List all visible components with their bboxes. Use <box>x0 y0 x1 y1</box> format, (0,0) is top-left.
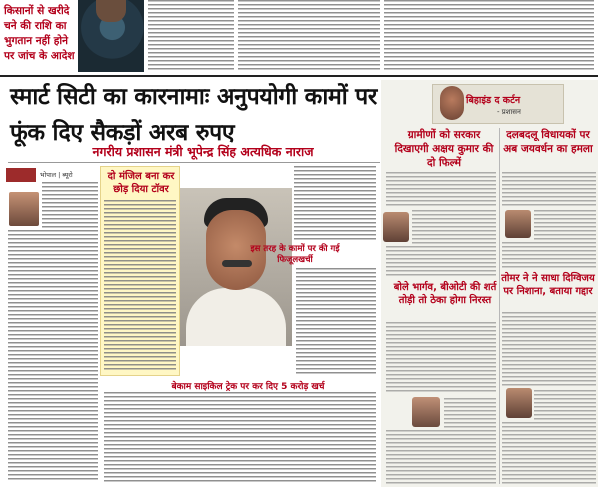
right-text-4c <box>502 422 596 484</box>
top-left-headline: किसानों से खरीदे चने की राशि का भुगतान नहीं होने पर जांच के आदेश <box>4 5 75 62</box>
right-column-divider <box>499 128 500 484</box>
right-text-1b <box>412 210 496 244</box>
top-divider <box>0 75 598 77</box>
top-text-left <box>148 0 234 72</box>
right-text-2a <box>502 172 596 208</box>
right-photo-1 <box>383 212 409 242</box>
left-column-photo <box>9 192 39 226</box>
right-headline-2: दलबदलू विधायकों पर अब जयवर्धन का हमला <box>503 129 593 155</box>
left-column-text-2 <box>8 230 98 482</box>
right-text-2b <box>534 210 596 240</box>
sub-headline-2: बेकाम साइकिल ट्रेक पर कर दिए 5 करोड़ खर्च <box>171 382 325 392</box>
right-text-3c <box>386 430 496 484</box>
byline-badge <box>6 168 36 182</box>
right-photo-3 <box>412 397 440 427</box>
right-text-1a <box>386 172 496 208</box>
right-text-1c <box>386 246 496 278</box>
main-subhead: नगरीय प्रशासन मंत्री भूपेन्द्र सिंह अत्यधिक नाराज <box>92 144 314 159</box>
right-headline-1: ग्रामीणों को सरकार दिखाएगी अक्षय कुमार की दो फिल्में <box>394 129 494 169</box>
right-text-4b <box>534 390 596 420</box>
right-text-2c <box>502 242 596 270</box>
right-text-4a <box>502 312 596 386</box>
center-right-text-top <box>294 166 376 240</box>
headline-divider <box>8 162 380 163</box>
right-headline-4: तोमर ने ने साधा दिग्विजय पर निशाना, बताया गद्दार <box>501 273 595 297</box>
sidebar-text <box>104 200 176 372</box>
minister-photo <box>180 188 292 346</box>
cartoon-title: बिहाइंड द कर्टन <box>466 95 521 106</box>
right-headline-3: बोले भार्गव, बीओटी की शर्त तोड़ी तो ठेका होगा निरस्त <box>393 282 497 306</box>
right-photo-4 <box>506 388 532 418</box>
left-column-text-1 <box>42 182 98 230</box>
sub-headline-1: इस तरह के कामों पर की गई फिजूलखर्ची <box>250 244 340 265</box>
top-text-right <box>384 0 594 72</box>
right-text-3b <box>444 398 496 428</box>
cartoon-portrait <box>440 86 464 120</box>
right-photo-2 <box>505 210 531 238</box>
sidebar-headline: दो मंजिल बना कर छोड़ दिया टॉवर <box>107 171 175 195</box>
main-headline: स्मार्ट सिटी का कारनामाः अनुपयोगी कामों पर फूंक दिए सैकड़ों अरब रुपए <box>10 84 377 146</box>
cartoon-subtitle: - प्रशासन <box>497 108 521 116</box>
center-right-text <box>296 268 376 376</box>
top-text-mid <box>238 0 380 72</box>
top-portrait-photo <box>78 0 144 72</box>
bottom-center-text <box>104 392 376 484</box>
right-text-3a <box>386 322 496 394</box>
byline: भोपाल | ब्यूरो <box>40 171 73 179</box>
